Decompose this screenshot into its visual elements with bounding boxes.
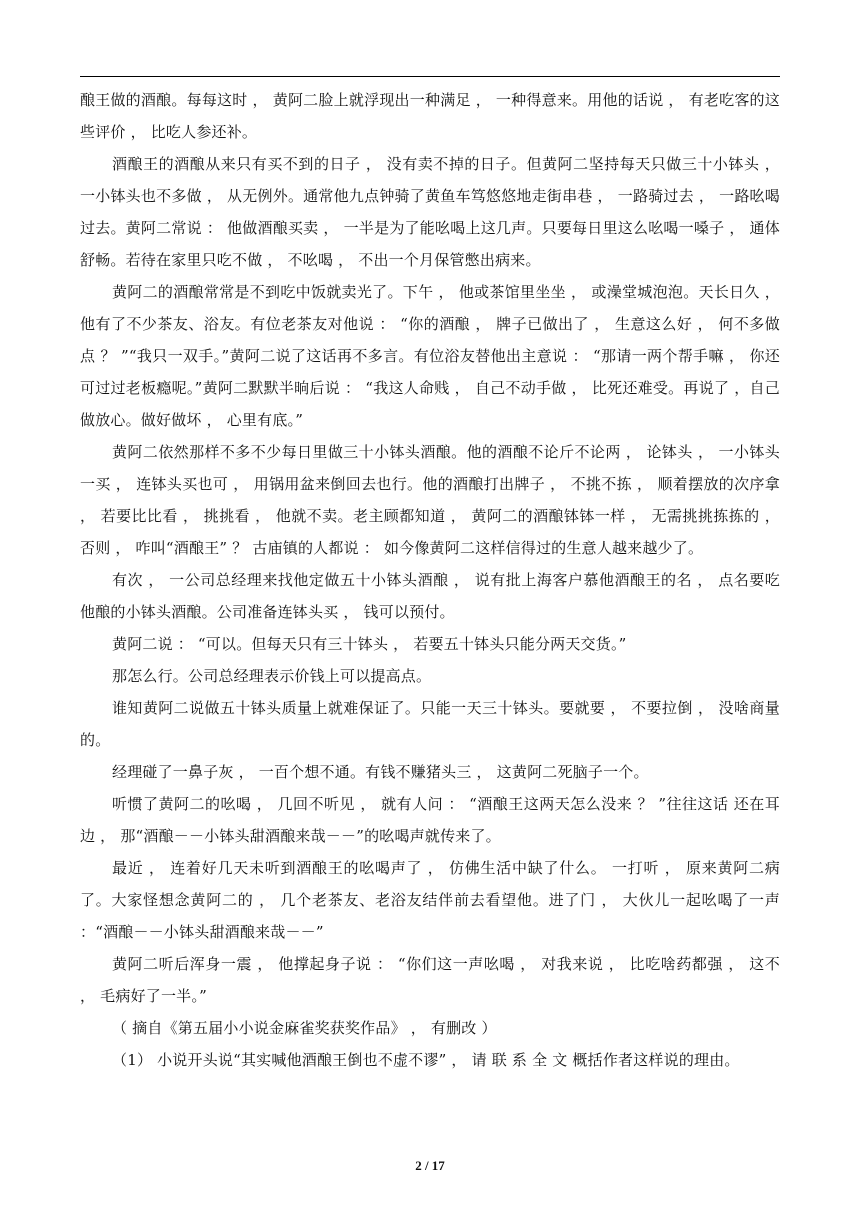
paragraph: 黄阿二的酒酿常常是不到吃中饭就卖光了。下午 ， 他或茶馆里坐坐 ， 或澡堂城泡泡。天长日久 ，他有了不少茶友、浴友。有位老茶友对他说 ： “你的酒酿 ， 牌子已做出了 ， 生意这么好 ， 何不多做点 ？ ”“我只一双手。”黄阿二说了这话再不多言。有位浴友替他出主意说 ： “那请一两个帮手嘛 ， 你还可过过老板瘾呢。”黄阿二默默半晌后说 ： “我这人命贱 ， 自己不动手做 ， 比死还难受。再说了 ，自己做放心。做好做坏 ， 心里有底。”: [80, 283, 780, 429]
paragraph: 有次 ， 一公司总经理来找他定做五十小钵头酒酿 ， 说有批上海客户慕他酒酿王的名 ， 点名要吃他酿的小钵头酒酿。公司准备连钵头买 ， 钱可以预付。: [80, 571, 780, 621]
paragraph: 谁知黄阿二说做五十钵头质量上就难保证了。只能一天三十钵头。要就要 ， 不要拉倒 ， 没啥商量的。: [80, 699, 780, 749]
paragraph: 听惯了黄阿二的吆喝 ， 几回不听见 ， 就有人问 ： “酒酿王这两天怎么没来 ？ ”往往这话 还在耳边 ， 那“酒酿－－小钵头甜酒酿来哉－－”的吆喝声就传来了。: [80, 795, 780, 845]
paragraph: （ 摘自《第五届小小说金麻雀奖获奖作品》 ， 有删改 ）: [112, 1019, 497, 1037]
paragraph: 酿王做的酒酿。每每这时 ， 黄阿二脸上就浮现出一种满足 ， 一种得意来。用他的话说 ， 有老吃客的这些评价 ， 比吃人参还补。: [80, 91, 780, 141]
paragraph: 经理碰了一鼻子灰 ， 一百个想不通。有钱不赚猪头三 ， 这黄阿二死脑子一个。: [112, 763, 649, 781]
paragraph: 黄阿二依然那样不多不少每日里做三十小钵头酒酿。他的酒酿不论斤不论两 ， 论钵头 ， 一小钵头一买 ， 连钵头买也可 ， 用锅用盆来倒回去也行。他的酒酿打出牌子 ， 不挑不拣 ， 顺着摆放的次序拿 ， 若要比比看 ， 挑挑看 ， 他就不卖。老主顾都知道 ， 黄阿二的酒酿钵钵一样 ， 无需挑挑拣拣的 ， 否则 ， 咋叫“酒酿王” ？ 古庙镇的人都说 ： 如今像黄阿二这样信得过的生意人越来越少了。: [80, 443, 780, 557]
document-body: [80, 84, 780, 1076]
paragraph: 黄阿二听后浑身一震 ， 他撑起身子说 ： “你们这一声吆喝 ， 对我来说 ， 比吃啥药都强 ， 这不 ， 毛病好了一半。”: [80, 955, 780, 1005]
paragraph: 酒酿王的酒酿从来只有买不到的日子 ， 没有卖不掉的日子。但黄阿二坚持每天只做三十小钵头 ， 一小钵头也不多做 ， 从无例外。通常他九点钟骑了黄鱼车笃悠悠地走街串巷 ， 一路骑过去 ， 一路吆喝过去。黄阿二常说 ： 他做酒酿买卖 ， 一半是为了能吆喝上这几声。只要每日里这么吆喝一嗓子 ， 通体舒畅。若待在家里只吃不做 ， 不吆喝 ， 不出一个月保管憋出病来。: [80, 155, 780, 269]
paragraph: 最近 ， 连着好几天未听到酒酿王的吆喝声了 ， 仿佛生活中缺了什么。 一打听 ， 原来黄阿二病了。大家怪想念黄阿二的 ， 几个老茶友、老浴友结伴前去看望他。进了门 ， 大伙儿一起吆喝了一声 ：“酒酿－－小钵头甜酒酿来哉－－”: [80, 859, 780, 941]
header-rule: [80, 76, 780, 77]
paragraph: （1） 小说开头说“其实喊他酒酿王倒也不虚不谬” ， 请 联 系 全 文 概括作者这样说的理由。: [112, 1051, 740, 1069]
paragraph: 黄阿二说 ： “可以。但每天只有三十钵头 ， 若要五十钵头只能分两天交货。”: [112, 635, 627, 653]
page-number: 2 / 17: [415, 1158, 445, 1173]
paragraph: 那怎么行。公司总经理表示价钱上可以提高点。: [112, 667, 432, 685]
